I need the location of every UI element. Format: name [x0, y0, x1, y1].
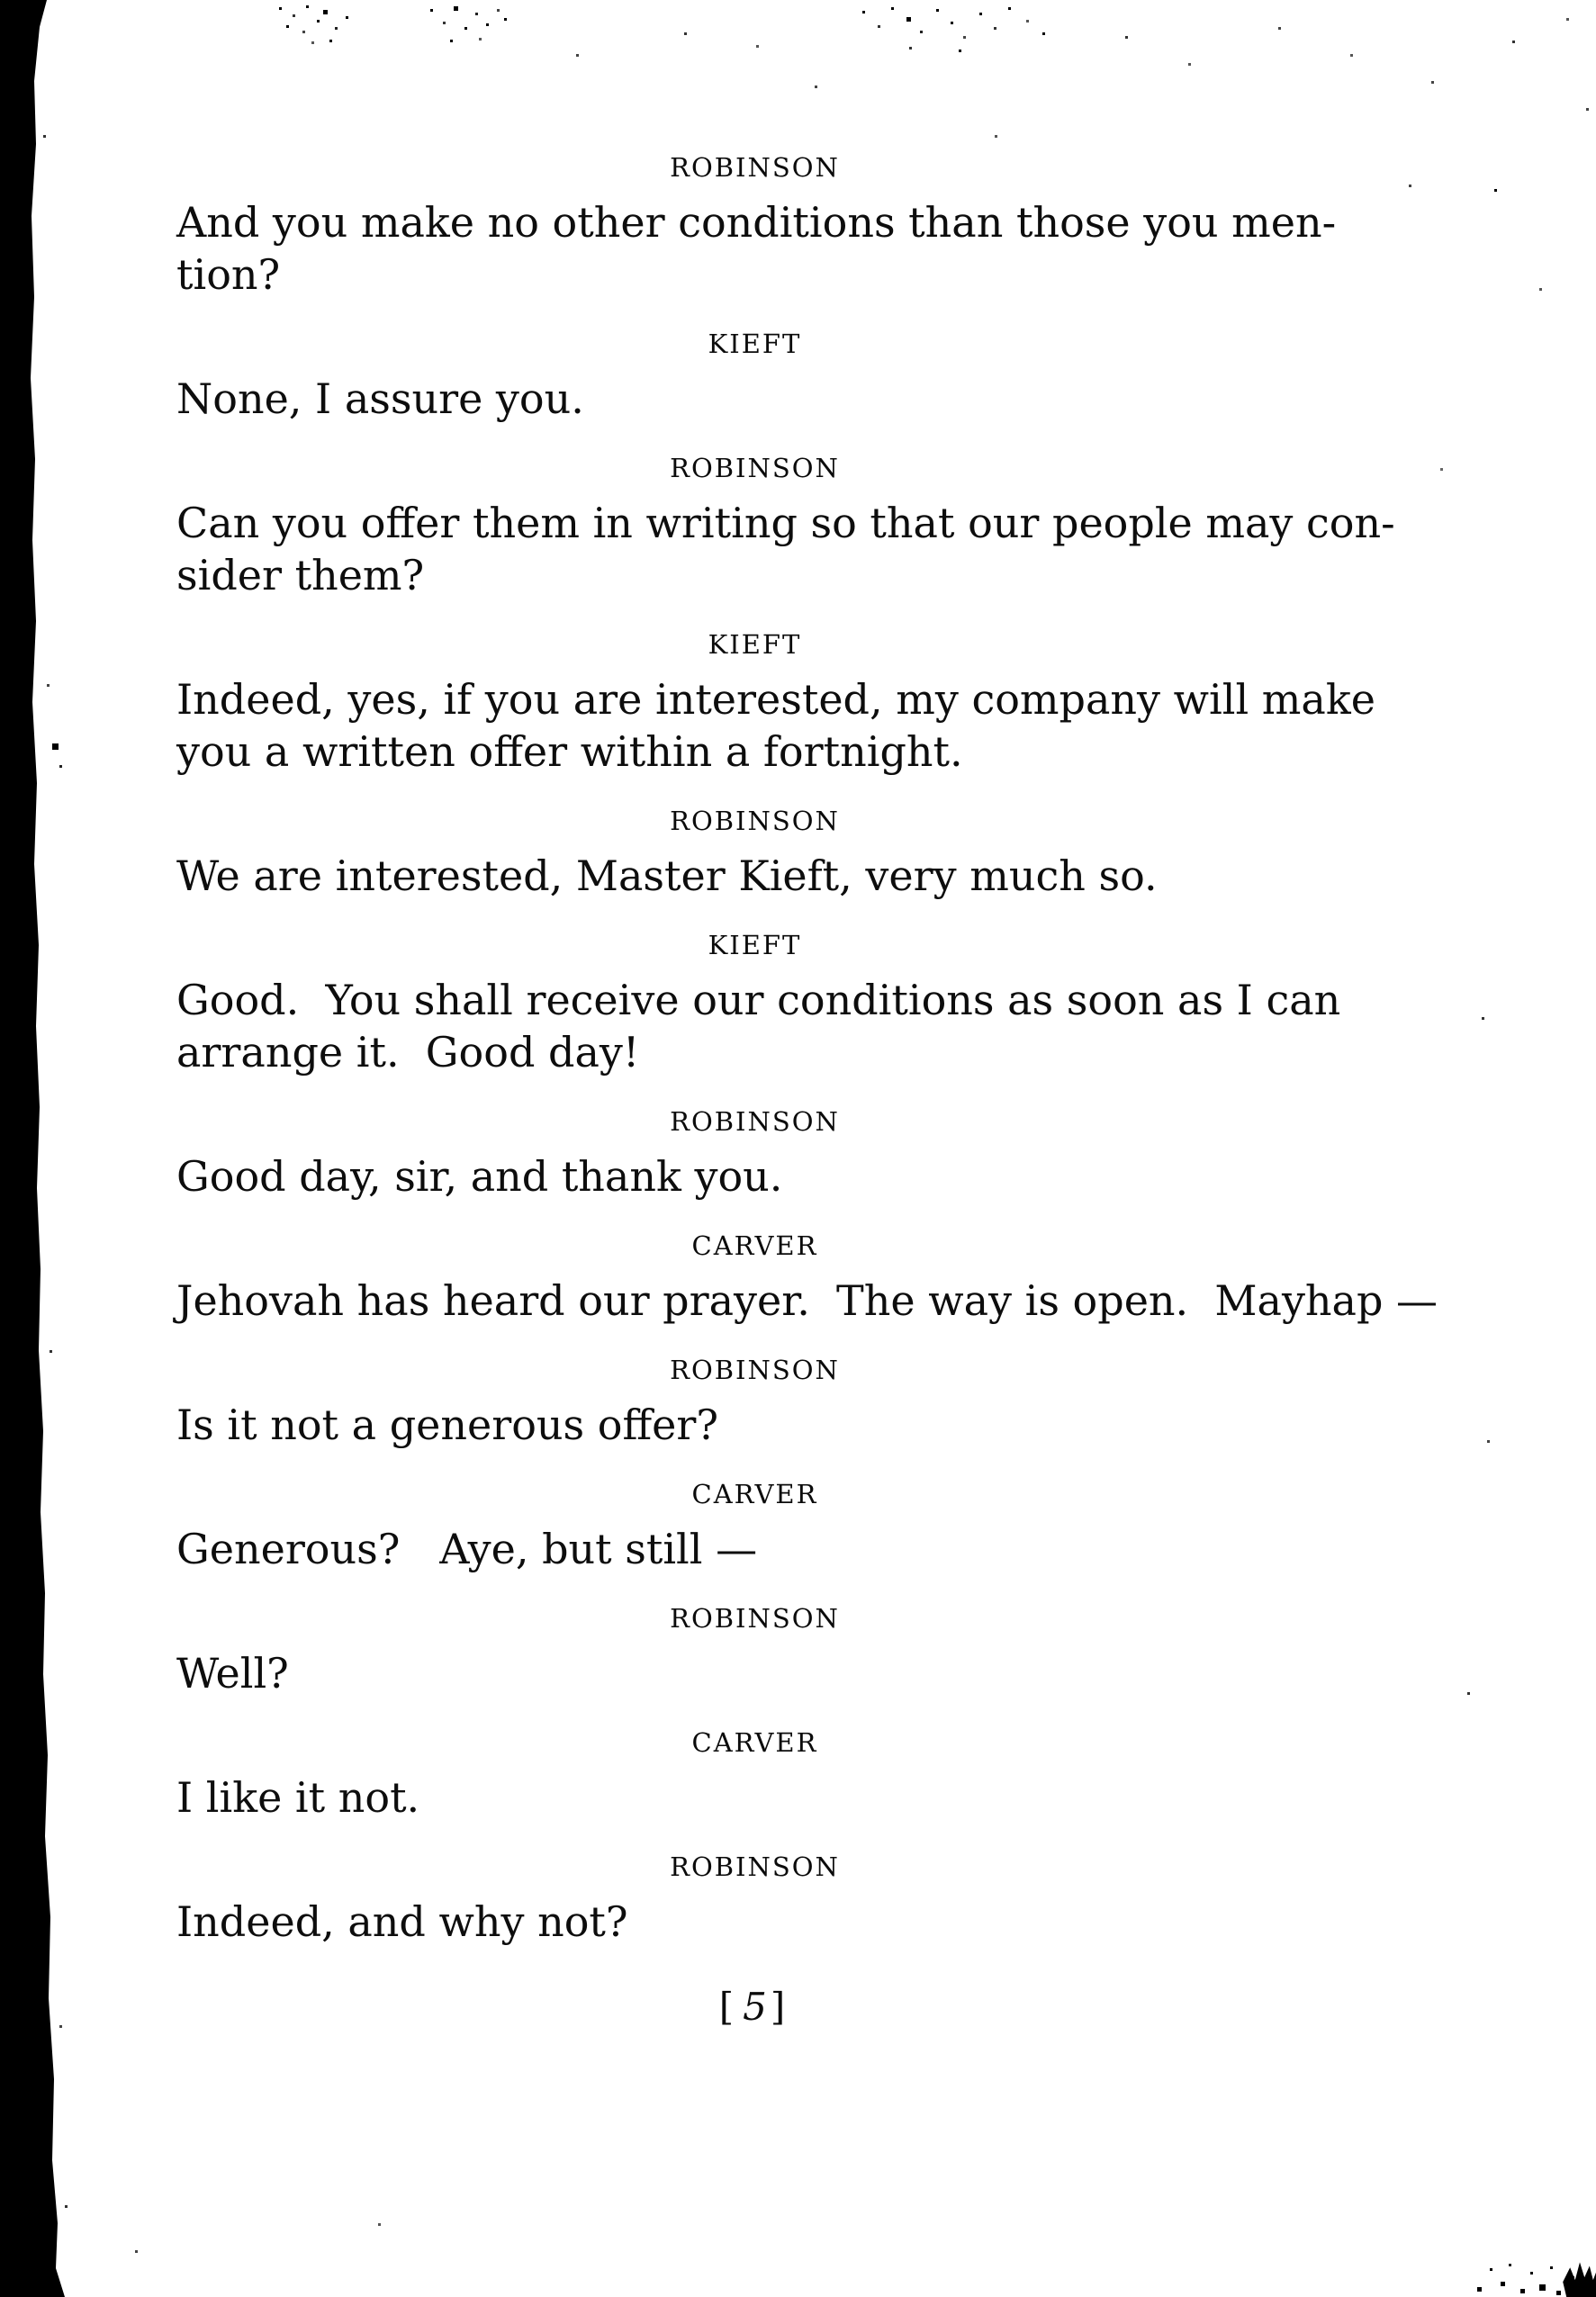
dialogue-line: Generous? Aye, but still — — [176, 1525, 758, 1573]
speech-block — [176, 1105, 1333, 1203]
scan-noise-speckles — [0, 0, 3, 3]
speaker-heading: KIEFT — [708, 930, 802, 960]
dialogue-line: None, I assure you. — [176, 374, 584, 423]
speaker-heading: ROBINSON — [670, 1355, 840, 1385]
speaker-heading: ROBINSON — [670, 806, 840, 836]
page-number — [176, 1986, 1333, 2029]
dialogue-line: We are interested, Master Kieft, very much so. — [176, 851, 1158, 900]
dialogue-line: And you make no other conditions than those you men- — [176, 198, 1337, 247]
speech-block — [176, 1230, 1438, 1327]
dialogue-line: Good. You shall receive our conditions as soon as I can — [176, 976, 1341, 1024]
speech-block — [176, 151, 1337, 301]
dialogue-line: arrange it. Good day! — [176, 1028, 640, 1076]
dialogue-line: Can you offer them in writing so that our people may con- — [176, 499, 1395, 547]
speaker-heading: ROBINSON — [670, 1851, 840, 1882]
dialogue-line: Well? — [176, 1649, 289, 1698]
dialogue-line: Good day, sir, and thank you. — [176, 1152, 783, 1201]
speaker-heading: ROBINSON — [670, 1603, 840, 1634]
page-number-close-bracket: ] — [770, 1985, 791, 2029]
speech-block — [176, 628, 1375, 778]
speech-block — [176, 929, 1341, 1078]
dialogue-line: tion? — [176, 250, 281, 299]
speech-block — [176, 1851, 1333, 1948]
speech-block — [176, 1602, 1333, 1699]
page-number-open-bracket: [ — [718, 1985, 740, 2029]
dialogue-line: you a written offer within a fortnight. — [176, 727, 963, 776]
dialogue-line: Indeed, and why not? — [176, 1897, 628, 1946]
speaker-heading: ROBINSON — [670, 1106, 840, 1137]
speaker-heading: KIEFT — [708, 629, 802, 660]
speaker-heading: CARVER — [691, 1230, 818, 1261]
speech-block — [176, 805, 1333, 902]
dialogue-line: sider them? — [176, 551, 425, 599]
dialogue-line: Indeed, yes, if you are interested, my company will make — [176, 675, 1375, 724]
speaker-heading: ROBINSON — [670, 152, 840, 183]
speaker-heading: ROBINSON — [670, 453, 840, 483]
speaker-heading: KIEFT — [708, 329, 802, 359]
dialogue-column — [176, 151, 1438, 1975]
speaker-heading: CARVER — [691, 1727, 818, 1758]
dialogue-line: Jehovah has heard our prayer. The way is open. Mayhap — — [176, 1276, 1438, 1325]
scan-gutter-shadow — [0, 0, 81, 2297]
dialogue-line: I like it not. — [176, 1773, 420, 1822]
speech-block — [176, 452, 1395, 601]
speech-block — [176, 1478, 1333, 1575]
scan-ink-smudge — [1560, 2259, 1596, 2297]
speech-block — [176, 1354, 1333, 1451]
page-number-value: 5 — [743, 1985, 767, 2029]
dialogue-line: Is it not a generous offer? — [176, 1401, 718, 1449]
speech-block — [176, 328, 1333, 425]
speaker-heading: CARVER — [691, 1479, 818, 1509]
speech-block — [176, 1726, 1333, 1824]
